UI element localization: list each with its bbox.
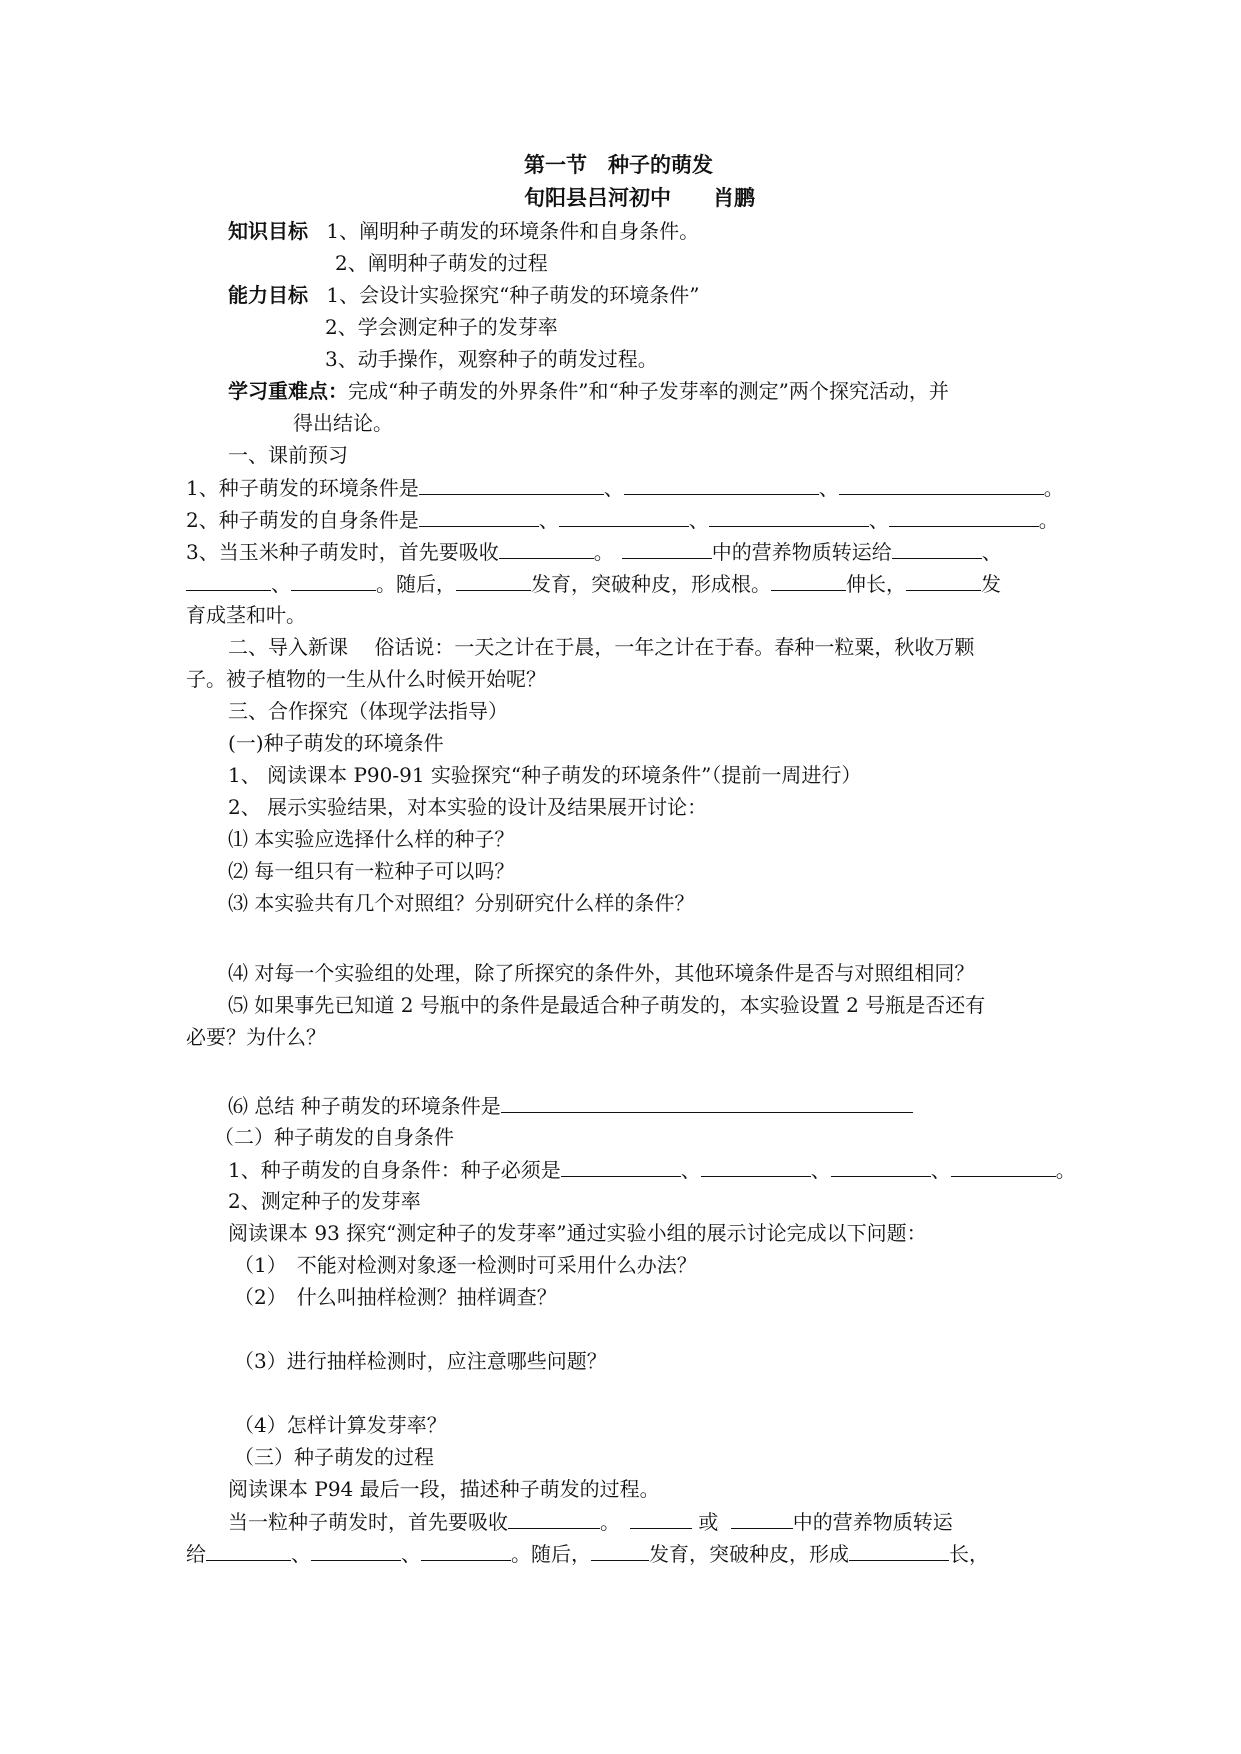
explore-item2: 2、 展示实验结果，对本实验的设计及结果展开讨论：	[228, 795, 708, 819]
blank[interactable]	[892, 536, 982, 559]
process-line-2: 给 、 、 。随后， 发育，突破种皮，形成 长，	[186, 1538, 989, 1569]
blank[interactable]	[508, 1506, 600, 1529]
knowledge-objective-2: 2、阐明种子萌发的过程	[335, 251, 548, 275]
process-read: 阅读课本 P94 最后一段，描述种子萌发的过程。	[228, 1477, 660, 1501]
blank[interactable]	[291, 568, 376, 591]
key-points-cont: 得出结论。	[293, 411, 393, 435]
preview-heading: 一、课前预习	[228, 443, 348, 467]
key-points: 学习重难点：完成“种子萌发的外界条件”和“种子发芽率的测定”两个探究活动，并	[228, 379, 949, 403]
discussion-3: ⑶ 本实验共有几个对照组？分别研究什么样的条件？	[228, 891, 695, 915]
intro-line-2: 子。被子植物的一生从什么时候开始呢？	[186, 667, 546, 691]
knowledge-objective-1: 知识目标 1、阐明种子萌发的环境条件和自身条件。	[228, 219, 700, 243]
ability-objective-2: 2、学会测定种子的发芽率	[325, 315, 558, 339]
blank[interactable]	[499, 536, 594, 559]
blank[interactable]	[206, 1538, 291, 1561]
page-author: 旬阳县吕河初中 肖鹏	[524, 186, 755, 210]
discussion-1: ⑴ 本实验应选择什么样的种子？	[228, 827, 515, 851]
preview-q1: 1、种子萌发的环境条件是 、 、 。	[186, 472, 1064, 503]
discussion-6: ⑹ 总结 种子萌发的环境条件是	[228, 1090, 913, 1121]
blank[interactable]	[630, 1506, 692, 1529]
blank[interactable]	[701, 1154, 811, 1177]
explore-item1: 1、 阅读课本 P90-91 实验探究“种子萌发的环境条件”（提前一周进行）	[228, 763, 862, 787]
discussion-2: ⑵ 每一组只有一粒种子可以吗？	[228, 859, 515, 883]
blank[interactable]	[731, 1506, 793, 1529]
preview-q2: 2、种子萌发的自身条件是 、 、 、 。	[186, 504, 1059, 535]
blank[interactable]	[591, 1538, 649, 1561]
explore-sub1: (一)种子萌发的环境条件	[228, 731, 444, 755]
blank[interactable]	[561, 1154, 681, 1177]
preview-q3: 3、当玉米种子萌发时，首先要吸收 。 中的营养物质转运给 、	[186, 536, 1002, 567]
ability-objective-label: 能力目标	[228, 283, 308, 307]
discussion-5-cont: 必要？为什么？	[186, 1025, 326, 1049]
blank[interactable]	[421, 1538, 511, 1561]
knowledge-objective-label: 知识目标	[228, 219, 308, 243]
blank[interactable]	[849, 1538, 949, 1561]
key-points-label: 学习重难点：	[228, 379, 348, 403]
blank[interactable]	[951, 1154, 1056, 1177]
blank[interactable]	[419, 504, 539, 527]
page-title: 第一节 种子的萌发	[524, 153, 713, 177]
blank[interactable]	[839, 472, 1044, 495]
question-1: （1） 不能对检测对象逐一检测时可采用什么办法？	[234, 1253, 697, 1277]
preview-q3-cont: 、 。随后， 发育，突破种皮，形成根。 伸长， 发	[186, 568, 1001, 599]
blank[interactable]	[771, 568, 846, 591]
self-conditions: 1、种子萌发的自身条件：种子必须是 、 、 、 。	[228, 1154, 1076, 1185]
blank[interactable]	[906, 568, 981, 591]
blank[interactable]	[624, 472, 819, 495]
blank[interactable]	[311, 1538, 401, 1561]
question-3: （3）进行抽样检测时，应注意哪些问题？	[234, 1349, 607, 1373]
explore-heading: 三、合作探究（体现学法指导）	[228, 699, 508, 723]
ability-objective-1: 能力目标 1、会设计实验探究“种子萌发的环境条件”	[228, 283, 700, 307]
blank[interactable]	[559, 504, 689, 527]
discussion-5: ⑸ 如果事先已知道 2 号瓶中的条件是最适合种子萌发的，本实验设置 2 号瓶是否还有	[228, 993, 986, 1017]
blank[interactable]	[709, 504, 869, 527]
blank[interactable]	[456, 568, 531, 591]
blank[interactable]	[889, 504, 1039, 527]
question-4: （4）怎样计算发芽率？	[234, 1413, 447, 1437]
intro-line-1: 二、导入新课 俗话说：一天之计在于晨，一年之计在于春。春种一粒粟，秋收万颗	[228, 635, 975, 659]
blank[interactable]	[622, 536, 712, 559]
germination-rate-read: 阅读课本 93 探究“测定种子的发芽率”通过实验小组的展示讨论完成以下问题：	[228, 1221, 927, 1245]
blank[interactable]	[419, 472, 604, 495]
discussion-4: ⑷ 对每一个实验组的处理，除了所探究的条件外，其他环境条件是否与对照组相同？	[228, 961, 975, 985]
germination-rate-heading: 2、测定种子的发芽率	[228, 1189, 421, 1213]
blank[interactable]	[501, 1090, 913, 1113]
question-2: （2） 什么叫抽样检测？抽样调查？	[234, 1285, 557, 1309]
explore-sub2: （二）种子萌发的自身条件	[214, 1125, 454, 1149]
process-line-1: 当一粒种子萌发时，首先要吸收 。 或 中的营养物质转运	[228, 1506, 953, 1537]
ability-objective-3: 3、动手操作，观察种子的萌发过程。	[325, 347, 658, 371]
blank[interactable]	[186, 568, 271, 591]
blank[interactable]	[831, 1154, 931, 1177]
explore-sub3: （三）种子萌发的过程	[234, 1445, 434, 1469]
preview-q3-end: 育成茎和叶。	[186, 603, 306, 627]
